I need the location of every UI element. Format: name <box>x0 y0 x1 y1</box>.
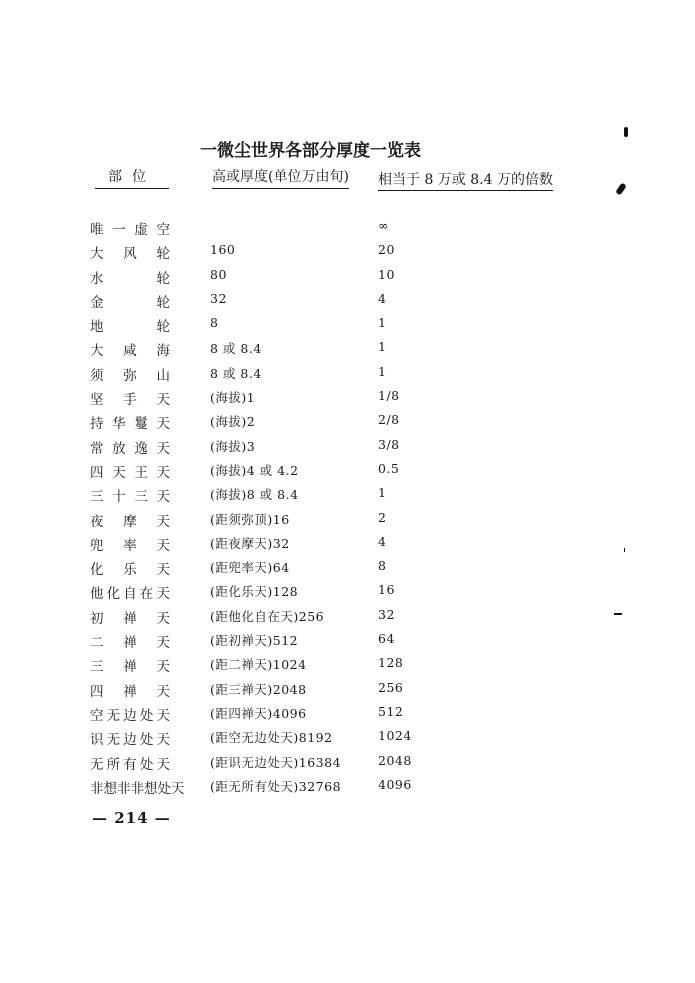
cell-multiple: 0.5 <box>378 460 400 476</box>
cell-part: 化乐天 <box>90 562 170 579</box>
cell-multiple: 2/8 <box>378 412 400 428</box>
cell-multiple: 512 <box>378 703 404 719</box>
cell-height: 8 或 8.4 <box>210 341 262 357</box>
cell-multiple: 1/8 <box>378 388 400 404</box>
cell-height: (距化乐天)128 <box>210 584 299 600</box>
cell-part: 识无边处天 <box>90 732 170 749</box>
cell-part: 大咸海 <box>90 343 170 360</box>
cell-height: (海拔)1 <box>210 390 256 406</box>
table-row <box>0 704 695 728</box>
table-row <box>0 680 695 704</box>
cell-part: 空无边处天 <box>90 707 170 724</box>
table-row <box>0 777 695 801</box>
cell-height: (距三禅天)2048 <box>210 681 307 697</box>
cell-part: 持华鬘天 <box>90 416 170 433</box>
cell-height: (距夜摩天)32 <box>210 535 290 551</box>
cell-height: 8 <box>210 315 219 331</box>
scan-speck <box>614 613 622 615</box>
table-row <box>0 218 695 242</box>
cell-height: (距二禅天)1024 <box>210 657 307 673</box>
table-row <box>0 339 695 363</box>
table-row <box>0 412 695 436</box>
cell-part: 唯一虚空 <box>90 222 170 238</box>
cell-multiple: 4 <box>378 290 387 306</box>
cell-part: 水轮 <box>90 270 170 287</box>
table-row <box>0 534 695 558</box>
cell-part: 四天王天 <box>90 464 170 481</box>
cell-part: 他化自在天 <box>90 586 170 603</box>
cell-height: (距空无边处天)8192 <box>210 730 333 746</box>
table-row <box>0 631 695 655</box>
table-row <box>0 315 695 339</box>
cell-multiple: 1024 <box>378 728 412 744</box>
table-row <box>0 291 695 315</box>
cell-multiple: 1 <box>378 315 387 331</box>
table-row <box>0 607 695 631</box>
cell-part: 二禅天 <box>90 635 170 652</box>
cell-multiple: 256 <box>378 679 404 695</box>
cell-height: (海拔)4 或 4.2 <box>210 462 299 478</box>
cell-multiple: 4 <box>378 533 387 549</box>
cell-multiple: ∞ <box>378 218 389 233</box>
cell-multiple: 2 <box>378 509 387 525</box>
scan-speck <box>615 182 627 195</box>
cell-height: (距须弥顶)16 <box>210 511 290 527</box>
cell-part: 大风轮 <box>90 246 170 263</box>
column-header-multiple-text: 相当于 8 万或 8.4 万的倍数 <box>378 172 553 191</box>
cell-height: (距他化自在天)256 <box>210 608 325 624</box>
cell-height: (距四禅天)4096 <box>210 705 307 721</box>
cell-part: 兜率天 <box>90 537 170 554</box>
cell-part: 金轮 <box>90 294 170 311</box>
table-row <box>0 388 695 412</box>
cell-part: 须弥山 <box>90 367 170 384</box>
cell-multiple: 128 <box>378 655 404 671</box>
cell-multiple: 1 <box>378 363 387 379</box>
cell-multiple: 32 <box>378 606 395 622</box>
table-row <box>0 242 695 266</box>
cell-height: 160 <box>210 242 236 258</box>
cell-height: 8 或 8.4 <box>210 365 262 381</box>
cell-height: (海拔)2 <box>210 414 256 430</box>
column-header-height: 高或厚度(单位万由旬) <box>212 166 349 189</box>
table-row <box>0 485 695 509</box>
cell-height: (距初禅天)512 <box>210 633 299 649</box>
cell-multiple: 1 <box>378 339 387 355</box>
cell-multiple: 1 <box>378 485 387 501</box>
cell-part: 非想非非想处天 <box>90 780 185 797</box>
cell-multiple: 3/8 <box>378 436 400 452</box>
cell-height: 80 <box>210 266 227 282</box>
cell-part: 三十三天 <box>90 489 170 506</box>
table-row <box>0 364 695 388</box>
cell-multiple: 64 <box>378 631 395 647</box>
cell-part: 夜摩天 <box>90 513 170 530</box>
cell-multiple: 2048 <box>378 752 412 768</box>
table-row <box>0 267 695 291</box>
cell-part: 坚手天 <box>90 392 170 409</box>
table-row <box>0 582 695 606</box>
cell-multiple: 4096 <box>378 776 412 792</box>
table-row <box>0 558 695 582</box>
cell-height: (距无所有处天)32768 <box>210 778 342 794</box>
cell-part: 四禅天 <box>90 683 170 700</box>
table-row <box>0 510 695 534</box>
table-body <box>0 218 695 801</box>
cell-part: 常放逸天 <box>90 440 170 457</box>
scan-speck <box>624 127 628 137</box>
cell-height: (距兜率天)64 <box>210 560 290 576</box>
cell-part: 无所有处天 <box>90 756 170 773</box>
table-row <box>0 753 695 777</box>
scan-speck <box>624 548 625 552</box>
cell-height: (海拔)8 或 8.4 <box>210 487 299 503</box>
table-row <box>0 461 695 485</box>
cell-part: 三禅天 <box>90 659 170 676</box>
cell-multiple: 10 <box>378 266 395 282</box>
cell-multiple: 16 <box>378 582 395 598</box>
page-number: — 214 — <box>92 809 171 827</box>
cell-height: 32 <box>210 290 227 306</box>
page-title: 一微尘世界各部分厚度一览表 <box>200 141 421 161</box>
column-header-part: 部位 <box>95 166 169 189</box>
cell-multiple: 20 <box>378 242 395 258</box>
column-header-multiple <box>378 166 563 194</box>
cell-height: (距识无边处天)16384 <box>210 754 342 770</box>
cell-part: 地轮 <box>90 319 170 336</box>
table-row <box>0 655 695 679</box>
cell-multiple: 8 <box>378 558 387 574</box>
cell-part: 初禅天 <box>90 610 170 627</box>
table-row <box>0 728 695 752</box>
table-row <box>0 437 695 461</box>
cell-height: (海拔)3 <box>210 438 256 454</box>
